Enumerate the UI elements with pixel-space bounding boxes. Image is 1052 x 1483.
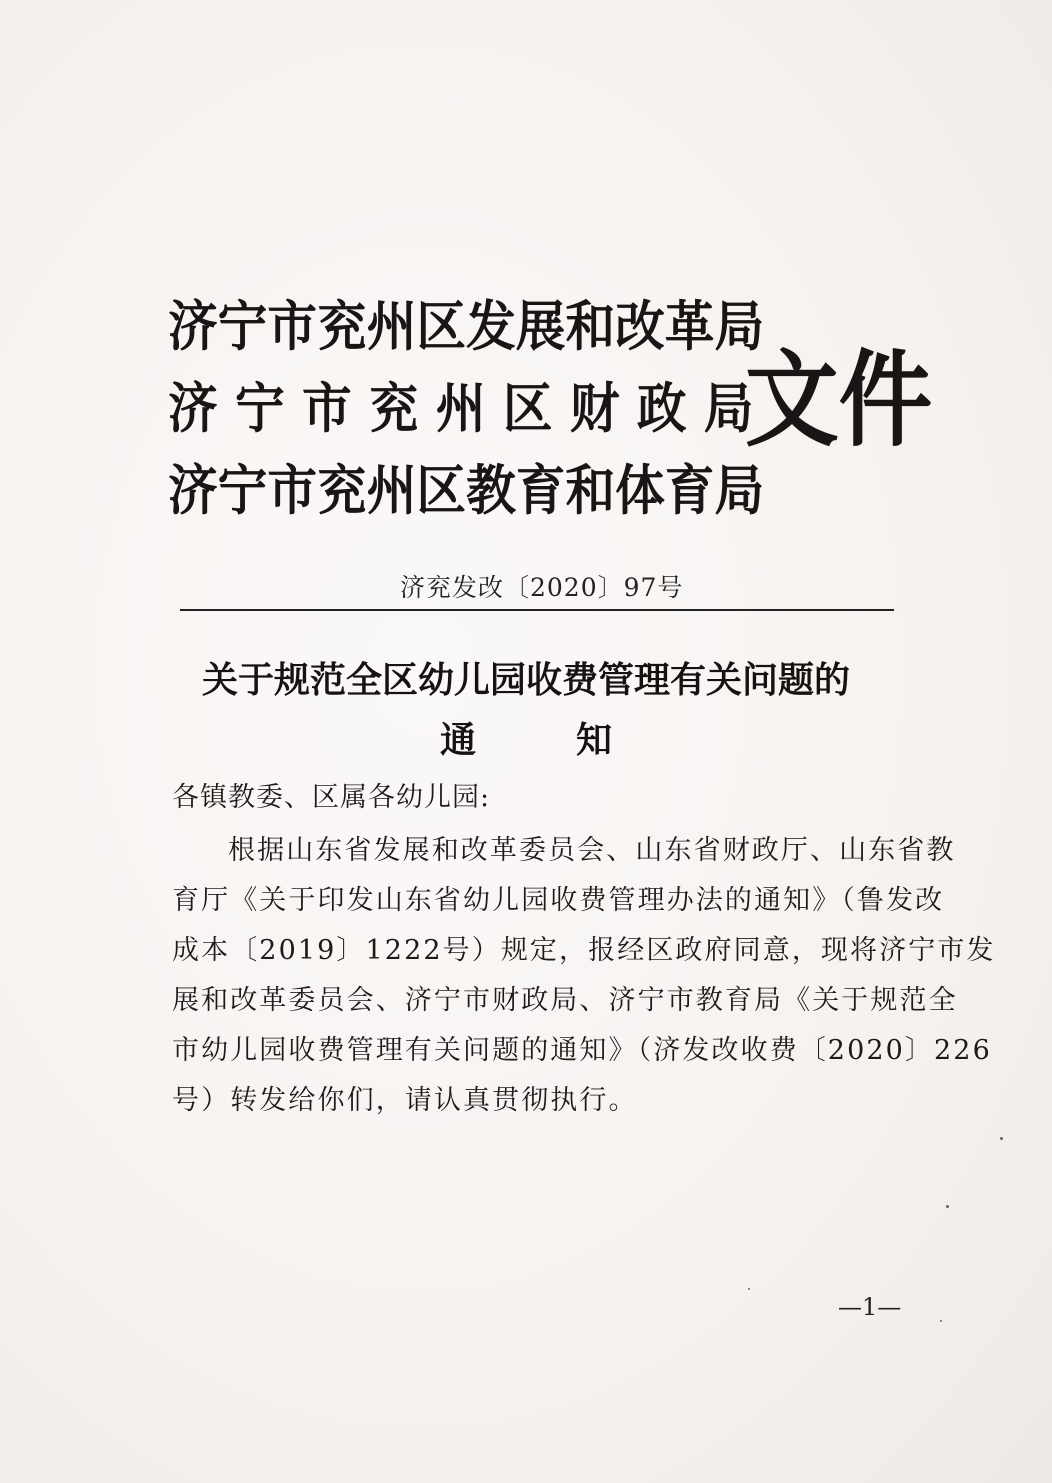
issuer-development-reform: 济宁市兖州区发展和改革局 bbox=[168, 294, 765, 358]
issuer-education-sports: 济宁市兖州区教育和体育局 bbox=[168, 458, 765, 522]
body-line-2: 育厅《关于印发山东省幼儿园收费管理办法的通知》（鲁发改 bbox=[172, 885, 945, 916]
body-line-4: 展和改革委员会、济宁市财政局、济宁市教育局《关于规范全 bbox=[172, 985, 958, 1016]
body-line-5: 市幼儿园收费管理有关问题的通知》（济发改收费〔2020〕226 bbox=[172, 1035, 992, 1066]
document-number: 济兖发改〔2020〕97号 bbox=[400, 573, 684, 602]
page-number: —1— bbox=[838, 1293, 902, 1321]
body-line-1: 根据山东省发展和改革委员会、山东省财政厅、山东省教 bbox=[228, 835, 956, 866]
salutation: 各镇教委、区属各幼儿园: bbox=[172, 782, 491, 813]
header-divider bbox=[180, 609, 894, 611]
scan-speck bbox=[1000, 1137, 1003, 1140]
scan-speck bbox=[748, 1288, 750, 1290]
title-line-2: 通知 bbox=[439, 719, 712, 761]
body-line-6: 号）转发给你们，请认真贯彻执行。 bbox=[172, 1085, 638, 1116]
scan-speck bbox=[940, 1320, 942, 1322]
document-mark: 文件 bbox=[745, 338, 933, 461]
body-line-3: 成本〔2019〕1222号）规定，报经区政府同意，现将济宁市发 bbox=[172, 935, 996, 966]
scan-speck bbox=[946, 1205, 949, 1208]
issuer-finance: 济 宁 市 兖 州 区 财 政 局 bbox=[168, 376, 754, 440]
issuer-block bbox=[168, 285, 765, 531]
title-line-1: 关于规范全区幼儿园收费管理有关问题的 bbox=[201, 659, 850, 701]
